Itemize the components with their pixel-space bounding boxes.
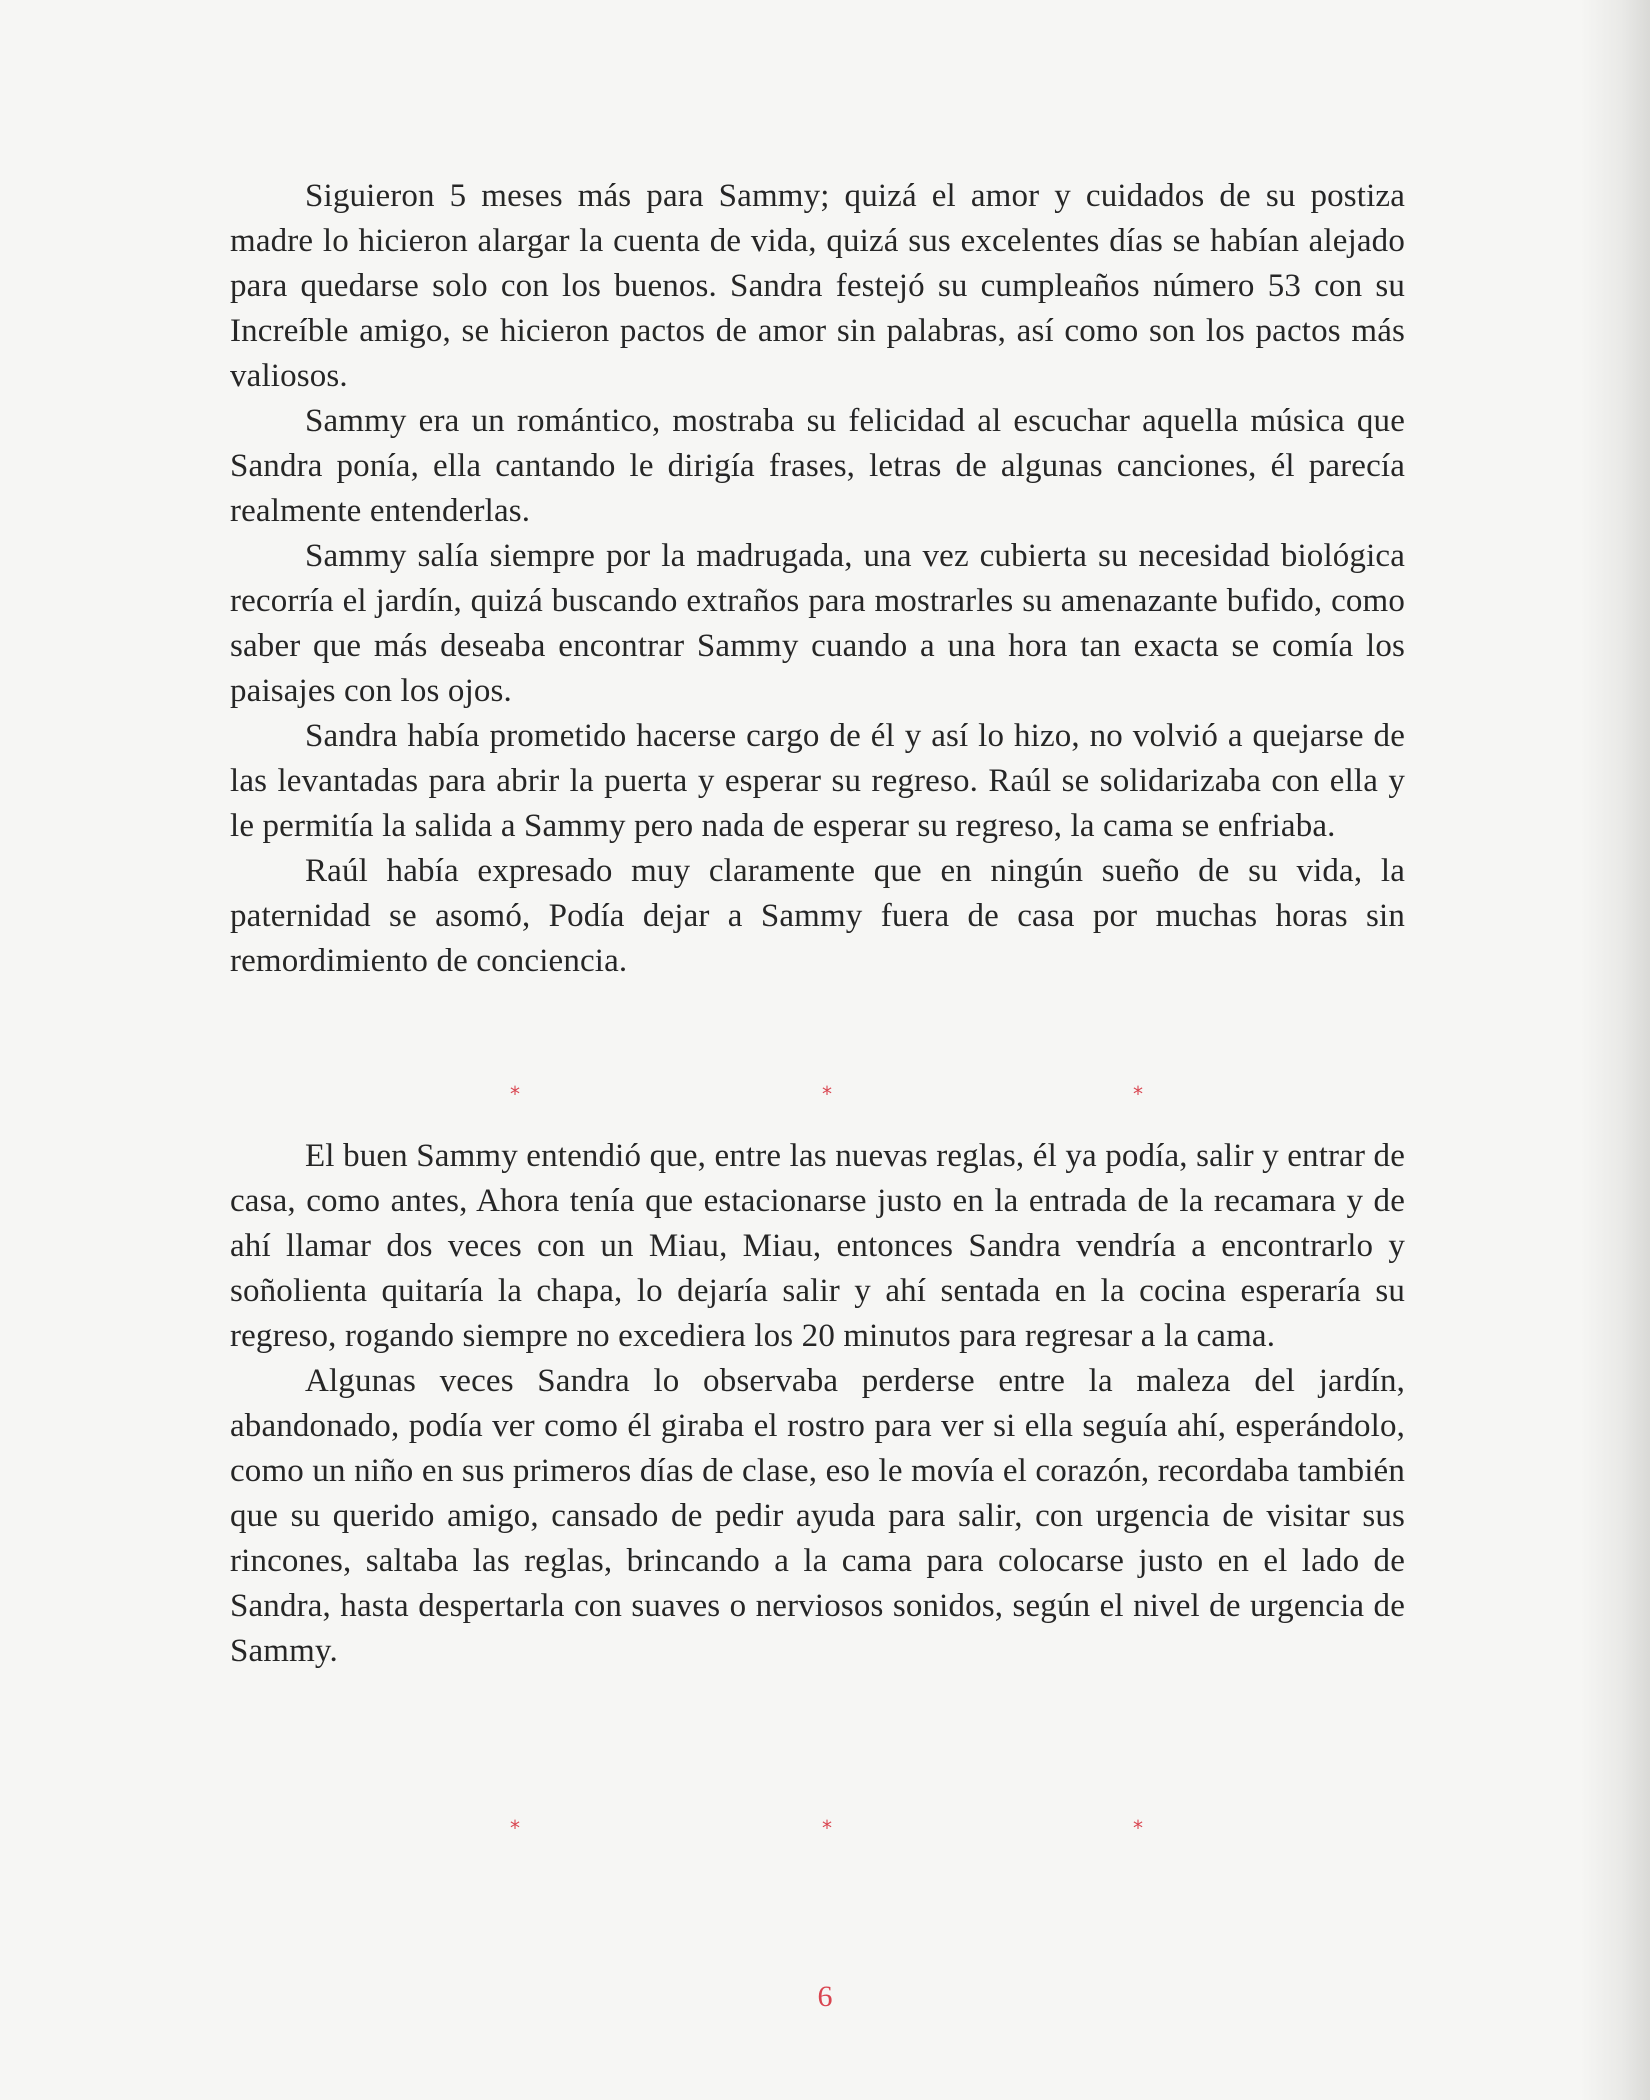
text-section-2 — [230, 1134, 1405, 1674]
page-edge-shadow — [1580, 0, 1650, 2100]
asterisk: * — [1133, 1816, 1143, 1840]
paragraph: Sandra había prometido hacerse cargo de él y así lo hizo, no volvió a quejarse de las levantadas para abrir la puerta y esperar su regreso. Raúl se solidarizaba con ella y le permitía la salida a Sammy pero nada de esperar su regreso, la cama se enfriaba. — [230, 718, 1405, 844]
text-section-1 — [230, 174, 1405, 984]
asterisk: * — [1133, 1082, 1143, 1106]
section-separator — [0, 1818, 1650, 1848]
asterisk: * — [822, 1082, 832, 1106]
asterisk: * — [822, 1816, 832, 1840]
section-separator — [0, 1084, 1650, 1114]
paragraph: Algunas veces Sandra lo observaba perderse entre la maleza del jardín, abandonado, podía ver como él giraba el rostro para ver si ella seguía ahí, esperándolo, como un niño en sus primeros días de clase, eso le movía el corazón, recordaba también que su querido amigo, cansado de pedir ayuda para salir, con urgencia de visitar sus rincones, saltaba las reglas, brincando a la cama para colocarse justo en el lado de Sandra, hasta despertarla con suaves o nerviosos sonidos, según el nivel de urgencia de Sammy. — [230, 1363, 1405, 1669]
asterisk: * — [510, 1082, 520, 1106]
paragraph: Sammy salía siempre por la madrugada, una vez cubierta su necesidad biológica recorría el jardín, quizá buscando extraños para mostrarles su amenazante bufido, como saber que más deseaba encontrar Sammy cuando a una hora tan exacta se comía los paisajes con los ojos. — [230, 538, 1405, 709]
page-number: 6 — [817, 1980, 833, 2013]
paragraph: Raúl había expresado muy claramente que en ningún sueño de su vida, la paternidad se asomó, Podía dejar a Sammy fuera de casa por muchas horas sin remordimiento de conciencia. — [230, 853, 1405, 979]
paragraph: Sammy era un romántico, mostraba su felicidad al escuchar aquella música que Sandra ponía, ella cantando le dirigía frases, letras de algunas canciones, él parecía realmente entenderlas. — [230, 403, 1405, 529]
asterisk: * — [510, 1816, 520, 1840]
paragraph: Siguieron 5 meses más para Sammy; quizá el amor y cuidados de su postiza madre lo hicieron alargar la cuenta de vida, quizá sus excelentes días se habían alejado para quedarse solo con los buenos. Sandra festejó su cumpleaños número 53 con su Increíble amigo, se hicieron pactos de amor sin palabras, así como son los pactos más valiosos. — [230, 178, 1405, 394]
paragraph: El buen Sammy entendió que, entre las nuevas reglas, él ya podía, salir y entrar de casa, como antes, Ahora tenía que estacionarse justo en la entrada de la recamara y de ahí llamar dos veces con un Miau, Miau, entonces Sandra vendría a encontrarlo y soñolienta quitaría la chapa, lo dejaría salir y ahí sentada en la cocina esperaría su regreso, rogando siempre no excediera los 20 minutos para regresar a la cama. — [230, 1138, 1405, 1354]
